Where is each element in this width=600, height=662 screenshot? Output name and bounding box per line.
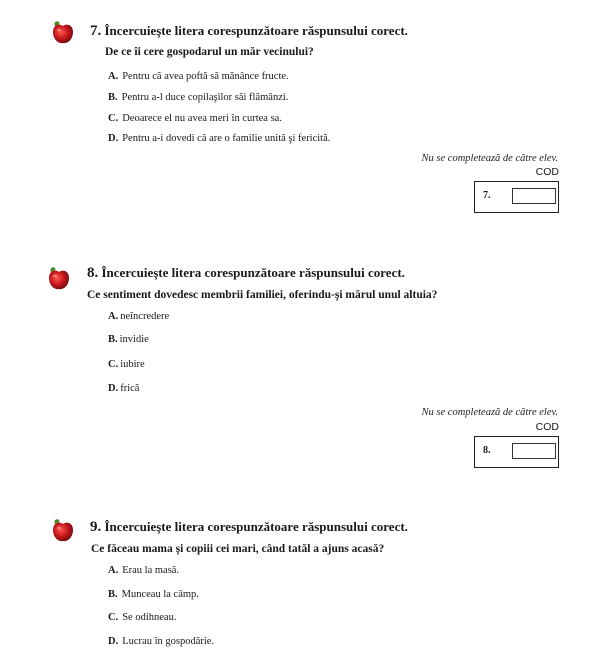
option-letter: B. bbox=[108, 92, 118, 103]
question-number: 7. bbox=[90, 23, 102, 39]
cod-label: COD bbox=[535, 421, 559, 433]
option-letter: D. bbox=[108, 133, 119, 144]
option-letter: A. bbox=[108, 71, 119, 82]
cod-box bbox=[474, 436, 559, 468]
instruction-text: Încercuieşte litera corespunzătoare răspunsului corect. bbox=[104, 23, 408, 38]
option-letter: D. bbox=[108, 636, 119, 647]
apple-icon bbox=[51, 19, 75, 45]
question-text: Ce făceau mama şi copiii cei mari, când tatăl a ajuns acasă? bbox=[91, 543, 385, 555]
option-c[interactable] bbox=[108, 359, 145, 370]
question-text: Ce sentiment dovedesc membrii familiei, oferindu-şi mărul unul altuia? bbox=[87, 289, 438, 301]
option-text: Se odihneau. bbox=[122, 612, 177, 623]
question-instruction bbox=[87, 265, 405, 282]
grader-note: Nu se completează de către elev. bbox=[421, 153, 558, 164]
apple-icon bbox=[51, 517, 75, 543]
question-instruction bbox=[90, 23, 408, 40]
instruction-text: Încercuieşte litera corespunzătoare răspunsului corect. bbox=[101, 265, 405, 280]
option-letter: A. bbox=[108, 311, 119, 322]
option-b[interactable] bbox=[108, 92, 288, 103]
option-a[interactable] bbox=[108, 71, 289, 82]
option-text: Pentru a-i dovedi că are o familie unită şi fericită. bbox=[122, 133, 331, 144]
instruction-text: Încercuieşte litera corespunzătoare răspunsului corect. bbox=[104, 519, 408, 534]
option-c[interactable] bbox=[108, 612, 176, 623]
option-text: Pentru că avea poftă să mănânce fructe. bbox=[122, 71, 289, 82]
option-letter: C. bbox=[108, 612, 119, 623]
grader-note: Nu se completează de către elev. bbox=[421, 407, 558, 418]
cod-input[interactable] bbox=[512, 188, 556, 204]
option-text: Deoarece el nu avea meri în curtea sa. bbox=[122, 113, 282, 124]
option-text: Lucrau în gospodărie. bbox=[122, 636, 215, 647]
apple-icon bbox=[47, 265, 71, 291]
option-letter: B. bbox=[108, 589, 118, 600]
question-text: De ce îi cere gospodarul un măr vecinului? bbox=[105, 46, 314, 58]
option-letter: A. bbox=[108, 565, 119, 576]
option-b[interactable] bbox=[108, 589, 199, 600]
cod-box-label: 7. bbox=[483, 190, 491, 201]
option-letter: C. bbox=[108, 359, 119, 370]
question-instruction bbox=[90, 519, 408, 536]
cod-box-label: 8. bbox=[483, 445, 491, 456]
cod-input[interactable] bbox=[512, 443, 556, 459]
option-c[interactable] bbox=[108, 113, 282, 124]
option-letter: B. bbox=[108, 334, 118, 345]
option-d[interactable] bbox=[108, 133, 330, 144]
cod-label: COD bbox=[535, 166, 559, 178]
option-a[interactable] bbox=[108, 311, 169, 322]
option-text: invidie bbox=[119, 334, 149, 345]
cod-box bbox=[474, 181, 559, 213]
option-text: Munceau la câmp. bbox=[121, 589, 199, 600]
question-number: 9. bbox=[90, 519, 102, 535]
option-d[interactable] bbox=[108, 636, 214, 647]
option-text: frică bbox=[120, 383, 140, 394]
option-letter: D. bbox=[108, 383, 119, 394]
option-text: iubire bbox=[120, 359, 145, 370]
option-a[interactable] bbox=[108, 565, 179, 576]
option-letter: C. bbox=[108, 113, 119, 124]
option-text: Erau la masă. bbox=[122, 565, 180, 576]
question-number: 8. bbox=[87, 265, 99, 281]
option-d[interactable] bbox=[108, 383, 139, 394]
option-text: neîncredere bbox=[120, 311, 170, 322]
option-b[interactable] bbox=[108, 334, 149, 345]
option-text: Pentru a-l duce copilaşilor săi flămânzi. bbox=[121, 92, 289, 103]
